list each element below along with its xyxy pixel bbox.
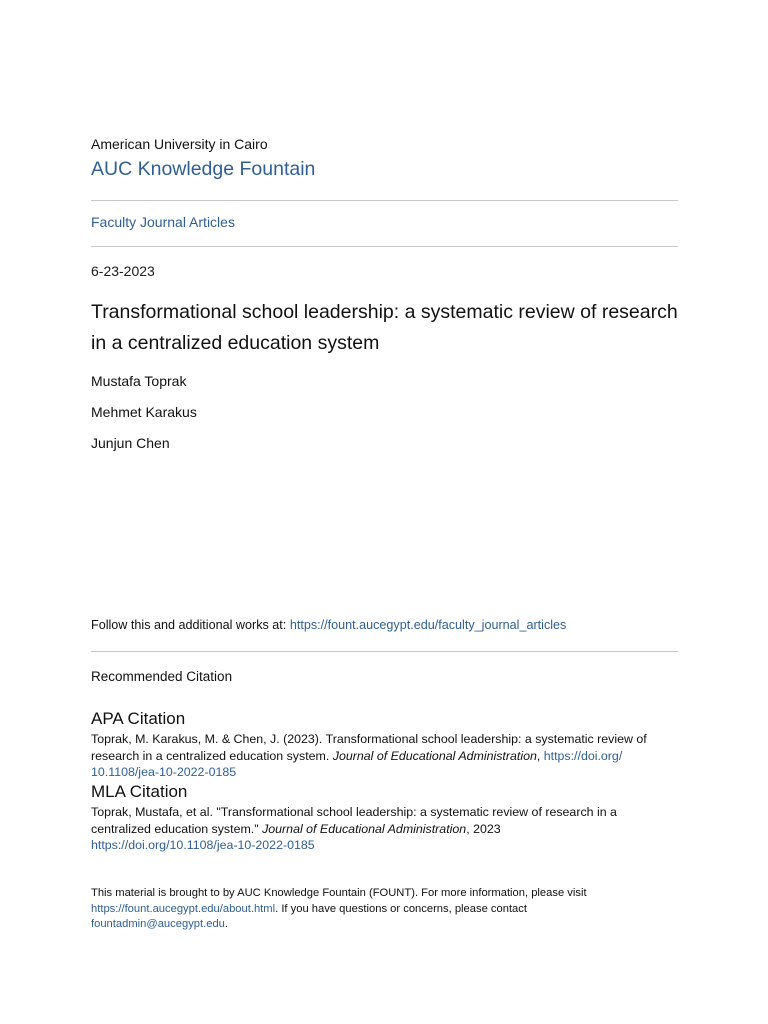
recommended-citation-heading: Recommended Citation — [91, 669, 233, 684]
author-name[interactable]: Junjun Chen — [91, 435, 170, 451]
follow-link[interactable]: https://fount.aucegypt.edu/faculty_journal_articles — [289, 618, 567, 632]
article-title: Transformational school leadership: a systematic review of research in a centralized education system — [91, 301, 678, 354]
about-link[interactable]: https://fount.aucegypt.edu/about.html — [91, 902, 276, 915]
mla-journal-name: Journal of Educational Administration — [262, 821, 467, 836]
author-name[interactable]: Mustafa Toprak — [91, 373, 187, 389]
mla-doi-link[interactable]: https://doi.org/10.1108/jea-10-2022-0185 — [91, 838, 315, 853]
mla-citation-body: Toprak, Mustafa, et al. "Transformational school leadership: a systematic review of research in a centralized education system." — [91, 805, 617, 836]
apa-doi-part2[interactable]: 10.1108/jea-10-2022-0185 — [91, 765, 237, 780]
collection-link[interactable]: Faculty Journal Articles — [91, 214, 235, 230]
apa-journal-name: Journal of Educational Administration — [332, 748, 537, 763]
apa-citation-body: Toprak, M. Karakus, M. & Chen, J. (2023). Transformational school leadership: a systematic review of research in a centralized education system. — [91, 732, 647, 763]
apa-citation-heading: APA Citation — [91, 709, 186, 728]
apa-doi-part1[interactable]: https://doi.org/ — [543, 748, 623, 763]
follow-label: Follow this and additional works at: — [91, 618, 290, 632]
divider — [91, 200, 678, 201]
repository-link[interactable]: AUC Knowledge Fountain — [91, 158, 316, 180]
contact-email-link[interactable]: fountadmin@aucegypt.edu — [91, 918, 225, 930]
divider — [91, 246, 678, 247]
mla-citation-heading: MLA Citation — [91, 782, 188, 801]
divider — [91, 651, 678, 652]
mla-citation-text — [91, 804, 678, 854]
publication-date: 6-23-2023 — [91, 263, 155, 279]
apa-separator: , — [536, 748, 544, 763]
footer-line2: . If you have questions or concerns, please contact — [275, 902, 527, 915]
author-name[interactable]: Mehmet Karakus — [91, 404, 197, 420]
follow-line — [91, 618, 566, 632]
footer-line1: This material is brought to by AUC Knowledge Fountain (FOUNT). For more information, please visit — [91, 887, 587, 899]
footer-notice — [91, 886, 678, 933]
footer-end: . — [224, 918, 228, 930]
institution-name: American University in Cairo — [91, 136, 268, 152]
apa-citation-text — [91, 731, 678, 781]
mla-year: , 2023 — [466, 821, 501, 836]
